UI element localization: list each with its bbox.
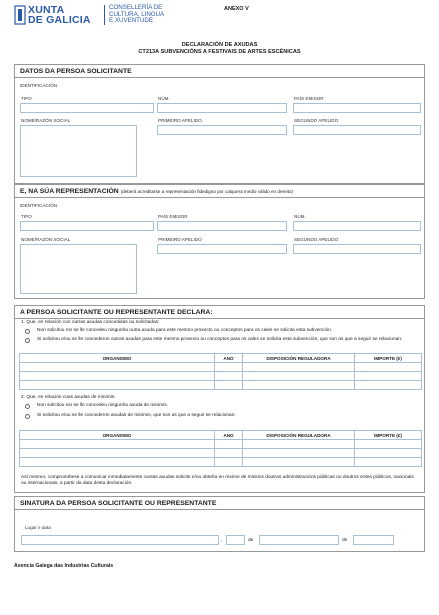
- q1-option1-text: Non solicitou nin se lle concedeu ningunha outra axuda para este mesmo proxecto ou conceptos para os cales se solicita esta subvención.: [37, 328, 333, 333]
- rep-surname2-field[interactable]: [293, 244, 421, 254]
- table-row[interactable]: [20, 449, 422, 458]
- identification-label: IDENTIFICACIÓN: [20, 83, 58, 88]
- surname1-field[interactable]: [157, 125, 287, 135]
- q2-option1-text: Non solicitou nin se lle concedeu ningunha axuda de minimis.: [37, 403, 168, 408]
- col-importe: IMPORTE (€): [355, 354, 422, 363]
- declaration-section: [14, 305, 425, 493]
- col-importe: IMPORTE (€): [355, 431, 422, 440]
- signature-heading: SINATURA DA PERSOA SOLICITANTE OU REPRESENTANTE: [15, 497, 424, 510]
- col-organismo: ORGANISMO: [20, 431, 215, 440]
- representative-title: E, NA SÚA REPRESENTACIÓN: [20, 188, 119, 195]
- table-row[interactable]: [20, 372, 422, 381]
- aid-table-2: [19, 430, 422, 467]
- place-date-label: Lugar e data: [25, 525, 51, 530]
- xunta-logo: [14, 4, 174, 30]
- rep-name-label: NOME/RAZÓN SOCIAL: [21, 237, 71, 242]
- rep-country-field[interactable]: [157, 221, 287, 231]
- place-field[interactable]: [21, 535, 219, 545]
- q1-option2-radio[interactable]: [25, 338, 30, 343]
- representative-heading: [15, 185, 424, 198]
- table-header-row: [20, 431, 422, 440]
- representative-section: [14, 184, 425, 299]
- type-label: TIPO: [21, 96, 32, 101]
- num-label: NÚM.: [158, 96, 170, 101]
- rep-type-field[interactable]: [20, 221, 154, 231]
- surname2-label: SEGUNDO APELIDO: [294, 118, 339, 123]
- surname2-field[interactable]: [293, 125, 421, 135]
- rep-surname2-label: SEGUNDO APELIDO: [294, 237, 339, 242]
- q2-option2-text: Si solicitou e/ou se lle concederon axudas de minimis, que son as que a seguir se relacionan:: [37, 413, 236, 418]
- q1-option1-radio[interactable]: [25, 329, 30, 334]
- rep-identification-label: IDENTIFICACIÓN: [20, 203, 58, 208]
- table-row[interactable]: [20, 458, 422, 467]
- col-disposicion: DISPOSICIÓN REGULADORA: [243, 431, 355, 440]
- surname1-label: PRIMEIRO APELIDO: [158, 118, 202, 123]
- form-subtitle: CT213A SUBVENCIÓNS A FESTIVAIS DE ARTES ESCÉNICAS: [138, 49, 301, 55]
- declaration-heading: A PERSOA SOLICITANTE OU REPRESENTANTE DECLARA:: [15, 306, 424, 319]
- q1-option2-text: Si solicitou e/ou se lle concederon outras axudas para este mesmo proxecto ou conceptos para os cales se solicita esta subvención, que son as que a seguir se relacionan:: [37, 337, 403, 342]
- agency-footer: Axencia Galega das Industrias Culturais: [14, 563, 114, 569]
- question-1: 1. Que, en relación con outras axudas concedidas ou solicitadas:: [21, 320, 160, 325]
- q2-option1-radio[interactable]: [25, 404, 30, 409]
- commitment-text: Así mesmo, comprométese a comunicar inmediatamente cantas axudas solicite e/ou obteña en réxime de minimis doutras administracións públicas ou doutros entes públicos, nacionais ou internacionais, a partir da data desta declaración.: [21, 475, 414, 486]
- xunta-emblem-icon: [14, 4, 26, 26]
- col-disposicion: DISPOSICIÓN REGULADORA: [243, 354, 355, 363]
- rep-surname1-label: PRIMEIRO APELIDO: [158, 237, 202, 242]
- aid-table-1: [19, 353, 422, 390]
- rep-type-label: TIPO: [21, 214, 32, 219]
- applicant-section: [14, 64, 425, 184]
- applicant-heading: DATOS DA PERSOA SOLICITANTE: [15, 65, 424, 78]
- num-field[interactable]: [157, 103, 287, 113]
- type-field[interactable]: [20, 103, 154, 113]
- question-2: 2. Que, en relación coas axudas de minimis:: [21, 395, 116, 400]
- name-field[interactable]: [20, 125, 137, 177]
- signature-section: [14, 496, 425, 552]
- name-label: NOME/RAZÓN SOCIAL: [21, 118, 71, 123]
- rep-num-label: NÚM.: [294, 214, 306, 219]
- table-row[interactable]: [20, 440, 422, 449]
- de-separator-1: de: [248, 538, 254, 543]
- month-field[interactable]: [259, 535, 339, 545]
- comma-separator: ,: [221, 538, 223, 543]
- q2-option2-radio[interactable]: [25, 414, 30, 419]
- rep-surname1-field[interactable]: [157, 244, 287, 254]
- col-ano: ANO: [215, 354, 243, 363]
- country-field[interactable]: [293, 103, 421, 113]
- annex-label: ANEXO V: [224, 6, 249, 12]
- col-ano: ANO: [215, 431, 243, 440]
- day-field[interactable]: [226, 535, 245, 545]
- country-label: PAÍS EMISOR: [294, 96, 324, 101]
- rep-num-field[interactable]: [293, 221, 421, 231]
- table-row[interactable]: [20, 381, 422, 390]
- year-field[interactable]: [353, 535, 394, 545]
- representative-note: (deberá acreditarse a representación fidedigna por calquera medio válido en dereito): [120, 189, 293, 194]
- rep-country-label: PAÍS EMISOR: [158, 214, 188, 219]
- col-organismo: ORGANISMO: [20, 354, 215, 363]
- rep-name-field[interactable]: [20, 244, 137, 294]
- table-row[interactable]: [20, 363, 422, 372]
- logo-text: XUNTA DE GALICIA: [28, 4, 91, 26]
- ministry-text: CONSELLERÍA DE CULTURA, LINGUA E XUVENTUDE: [104, 5, 164, 25]
- form-title: DECLARACIÓN DE AXUDAS: [181, 42, 258, 48]
- de-separator-2: de: [342, 538, 348, 543]
- table-header-row: [20, 354, 422, 363]
